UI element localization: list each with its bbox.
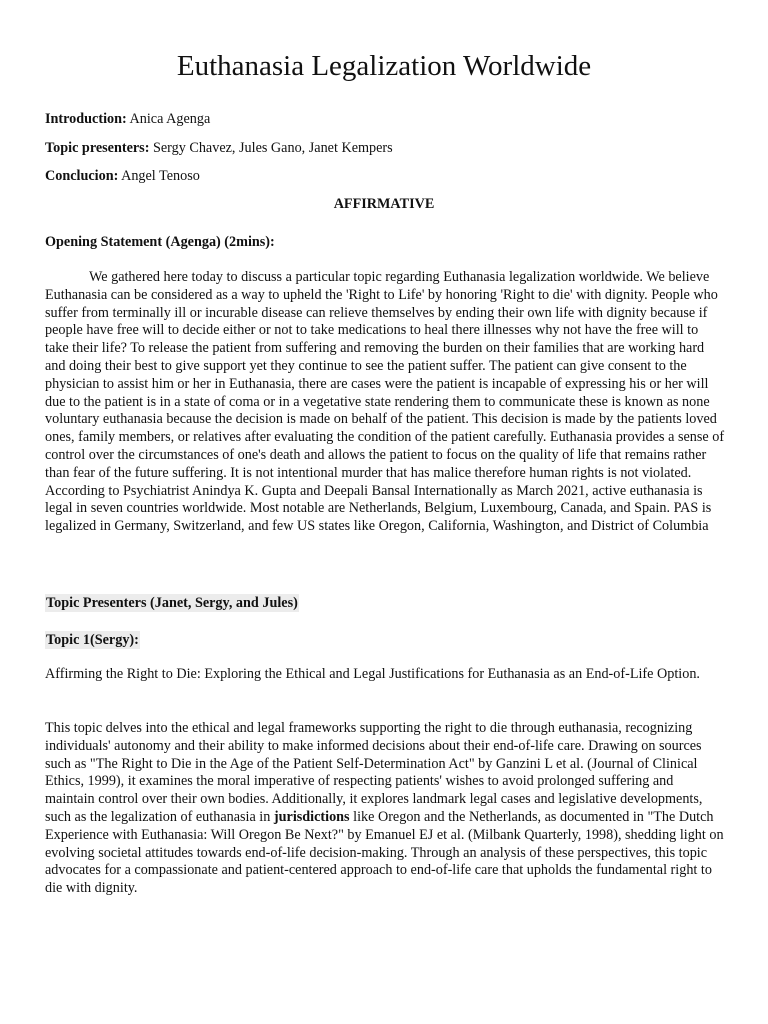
conclusion-line [45, 167, 200, 185]
topic-presenters-label: Topic presenters: [45, 140, 150, 156]
topic1-body-part2: like Oregon and the Netherlands, as documented in "The Dutch Experience with Euthanasia: Will Oregon Be Next?" by Emanuel EJ et al. (Milbank Quarterly, 1998), shedding light on evolving societal attitudes towards end-of-life decision-making. Through an analysis of these perspectives, this topic advocates for a compassionate and patient-centered approach to end-of-life care that upholds the fundamental right to die with dignity. [45, 808, 724, 897]
topic-presenters-heading [45, 594, 299, 612]
topic1-title: Affirming the Right to Die: Exploring the Ethical and Legal Justifications for Euthanasia as an End-of-Life Option. [45, 666, 700, 682]
introduction-label: Introduction: [45, 111, 127, 127]
topic-presenters-value: Sergy Chavez, Jules Gano, Janet Kempers [149, 140, 393, 156]
opening-statement-heading: Opening Statement (Agenga) (2mins): [45, 234, 275, 250]
introduction-value: Anica Agenga [126, 111, 211, 127]
introduction-line [45, 110, 210, 128]
topic1-body-bold: jurisdictions [273, 808, 350, 825]
document-title: Euthanasia Legalization Worldwide [176, 50, 592, 82]
affirmative-heading: AFFIRMATIVE [333, 196, 435, 212]
conclusion-value: Angel Tenoso [118, 168, 200, 184]
conclusion-label: Conclucion: [45, 168, 119, 184]
topic1-body-part1: This topic delves into the ethical and legal frameworks supporting the right to die through euthanasia, recognizing individuals' autonomy and their ability to make informed decisions about their end-of-life care. Drawing on sources such as "The Right to Die in the Age of the Patient Self-Determination Act" by Ganzini L et al. (Journal of Clinical Ethics, 1999), it examines the moral imperative of respecting patients' wishes to avoid prolonged suffering and maintain control over their own bodies. Additionally, it explores landmark legal cases and legislative developments, such as the legalization of euthanasia in [45, 720, 703, 825]
opening-statement-paragraph: We gathered here today to discuss a particular topic regarding Euthanasia legalization worldwide. We believe Euthanasia can be considered as a way to upheld the 'Right to Life' by honoring 'Right to die' with dignity. People who suffer from terminally ill or incurable disease can relieve themselves by ending their own life with dignity because if people have free will to decide either or not to take medications to heal there illnesses why not have the free will to take their life? To release the patient from suffering and removing the burden on their families that are working hard and doing their best to give support yet they continue to see the patient suffer. The patient can give consent to the physician to assist him or her in Euthanasia, there are cases were the patient is incapable of expressing his or her will due to the patient is in a state of coma or in a vegetative state rendering them to communicate these is known as none voluntary euthanasia because the decision is made on behalf of the patient. This decision is made by the patients loved ones, family members, or relatives after evaluating the condition of the patient carefully. Euthanasia provides a sense of control over the circumstances of one's death and allows the patient to focus on the quality of life that remains rather than fear of the future suffering. It is not intentional murder that has malice therefore human rights is not violated. According to Psychiatrist Anindya K. Gupta and Deepali Bansal Internationally as March 2021, active euthanasia is legal in seven countries worldwide. Most notable are Netherlands, Belgium, Luxembourg, Canada, and Spain. PAS is legalized in Germany, Switzerland, and few US states like Oregon, California, Washington, and District of Columbia [45, 269, 725, 535]
topic-presenters-heading-text: Topic Presenters (Janet, Sergy, and Jules) [46, 595, 298, 611]
topic1-heading [45, 631, 140, 649]
topic-presenters-line [45, 139, 393, 157]
topic1-heading-text: Topic 1(Sergy): [46, 632, 139, 648]
topic1-body [45, 720, 725, 898]
